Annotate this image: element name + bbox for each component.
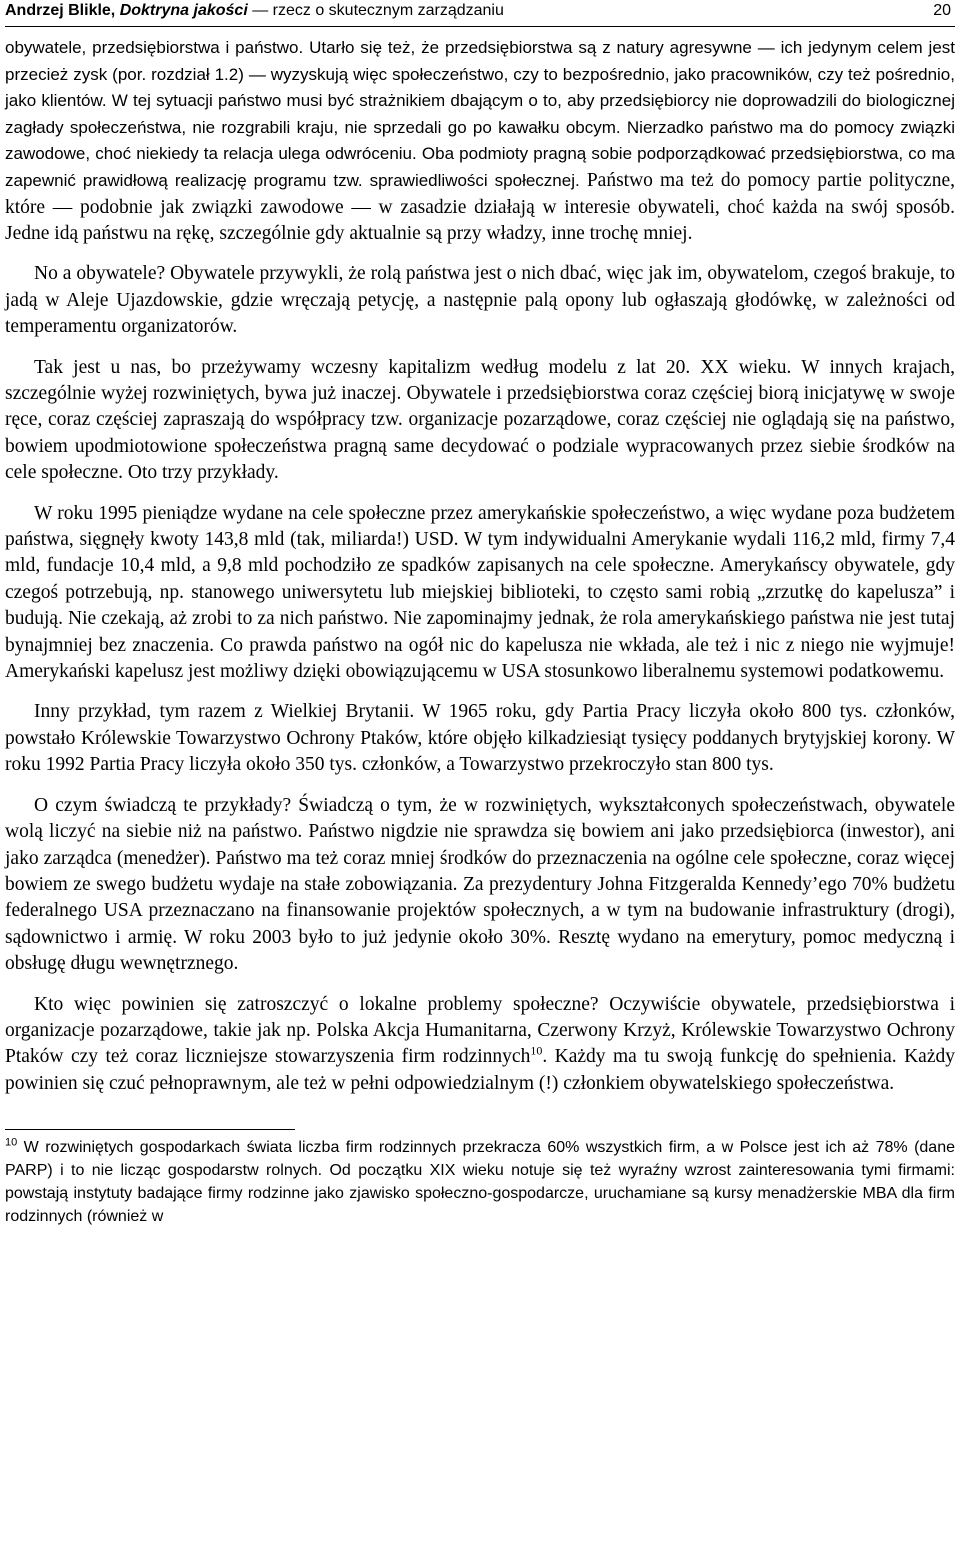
footnote-text: W rozwiniętych gospodarkach świata liczba firm rodzinnych przekracza 60% wszystkich firm, a w Polsce jest ich aż 78% (dane PARP) i to nie licząc gospodarstw rolnych. Od początku XIX wieku notuje się też wyraźny wzrost zainteresowania tymi firmami: powstają instytuty badające firmy rodzinne jako zjawisko społeczno-gospodarcze, uruchamiane są kursy menadżerskie MBA dla firm rodzinnych (również w	[5, 1139, 955, 1226]
paragraph-1-part-a: obywatele, przedsiębiorstwa i państwo. Utarło się też, że przedsiębiorstwa są z natury agresywne — ich jedynym celem jest przecież zysk (por. rozdział 1.2) — wyzyskują więc społeczeństwo, czy to bezpośrednio, jako pracowników, czy też pośrednio, jako klientów. W tej sytuacji państwo musi być strażnikiem dbającym o to, aby przedsiębiorcy nie doprowadzili do biologicznej zagłady społeczeństwa, nie rozgrabili kraju, nie sprzedali go po kawałku obcym. Nierzadko państwo ma do pomocy związki zawodowe, choć niekiedy ta relacja ulega odwróceniu. Oba podmioty pragną sobie podporządkować przedsiębiorstwa, co ma zapewnić prawidłową realizację programu tzw. sprawiedliwości społecznej.	[5, 38, 955, 190]
paragraph-5: Inny przykład, tym razem z Wielkiej Brytanii. W 1965 roku, gdy Partia Pracy liczyła około 800 tys. członków, powstało Królewskie Towarzystwo Ochrony Ptaków, które objęło kilkadziesiąt tysięcy poddanych brytyjskiej korony. W roku 1992 Partia Pracy liczyła około 350 tys. członków, a Towarzystwo przekroczyło stan 800 tys.	[5, 701, 955, 776]
footnote-marker: 10	[5, 1136, 18, 1149]
footnote-reference[interactable]: 10	[530, 1043, 543, 1058]
paragraph-7-part-b: . Każdy ma tu swoją funkcję do spełnienia. Każdy powinien się czuć pełnoprawnym, ale też w pełni odpowiedzialnym (!) członkiem obywatelskiego społeczeństwa.	[5, 1046, 955, 1094]
header-subtitle: — rzecz o skutecznym zarządzaniu	[247, 2, 504, 19]
paragraph-7-part-a: Kto więc powinien się zatroszczyć o lokalne problemy społeczne? Oczywiście obywatele, przedsiębiorstwa i organizacje pozarządowe, takie jak np. Polska Akcja Humanitarna, Czerwony Krzyż, Królewskie Towarzystwo Ochrony Ptaków czy też coraz liczniejsze stowarzyszenia firm rodzinnych	[5, 993, 955, 1068]
document-page	[5, 0, 955, 1228]
paragraph-6: O czym świadczą te przykłady? Świadczą o tym, że w rozwiniętych, wykształconych społeczeństwach, obywatele wolą liczyć na siebie niż na państwo. Państwo nigdzie nie sprawdza się bowiem ani jako przedsiębiorca (inwestor), ani jako zarządca (menedżer). Państwo ma też coraz mniej środków do przeznaczenia na ogólne cele społeczne, coraz więcej bowiem ze swego budżetu wydaje na stałe zobowiązania. Za prezydentury Johna Fitzgeralda Kennedy’ego 70% budżetu federalnego USA przeznaczano na finansowanie projektów społecznych, a w tym na budowanie infrastruktury (drogi), sądownictwo i armię. W roku 2003 było to już jedynie około 30%. Resztę wydano na emerytury, pomoc medyczną i obsługę długu wewnętrznego.	[5, 794, 955, 975]
body-text	[5, 35, 955, 1097]
paragraph-1-part-b: Państwo ma też do pomocy partie polityczne, które — podobnie jak związki zawodowe — w zasadzie działają w interesie obywateli, choć każda na swój sposób. Jedne idą państwu na rękę, szczególnie gdy aktualnie są przy władzy, inne trochę mniej.	[5, 169, 955, 244]
paragraph-7	[5, 992, 955, 1098]
paragraph-3: Tak jest u nas, bo przeżywamy wczesny kapitalizm według modelu z lat 20. XX wieku. W innych krajach, szczególnie wyżej rozwiniętych, bywa już inaczej. Obywatele i przedsiębiorstwa coraz częściej biorą inicjatywę w swoje ręce, coraz częściej zapraszają do współpracy tzw. organizacje pozarządowe, coraz częściej nie oglądają się na państwo, bowiem upodmiotowione społeczeństwa pragną same decydować o podziale wypracowanych przez siebie środków na cele społeczne. Oto trzy przykłady.	[5, 356, 955, 484]
paragraph-2: No a obywatele? Obywatele przywykli, że rolą państwa jest o nich dbać, więc jak im, obywatelom, czegoś brakuje, to jadą w Aleje Ujazdowskie, gdzie wręczają petycję, a następnie palą opony lub ogłaszają głodówkę, w zależności od temperamentu organizatorów.	[5, 263, 955, 338]
header-citation	[5, 0, 504, 22]
footnote-divider	[5, 1129, 295, 1130]
page-number: 20	[933, 2, 951, 19]
running-header	[5, 0, 955, 27]
header-title: Doktryna jakości	[119, 2, 248, 19]
header-author: Andrzej Blikle,	[5, 2, 120, 19]
paragraph-4: W roku 1995 pieniądze wydane na cele społeczne przez amerykańskie społeczeństwo, a więc wydane poza budżetem państwa, sięgnęły kwoty 143,8 mld (tak, miliarda!) USD. W tym indywidualni Amerykanie wydali 116,2 mld, firmy 7,4 mld, fundacje 10,4 mld, a 9,8 mld pochodziło ze spadków zapisanych na cele społeczne. Amerykańscy obywatele, gdy czegoś potrzebują, np. stanowego uniwersytetu lub miejskiej biblioteki, to często sami robią „zrzutkę do kapelusza” i budują. Nie czekają, aż zrobi to za nich państwo. Nie zapominajmy jednak, że rola amerykańskiego państwa nie jest tutaj bynajmniej bez znaczenia. Co prawda państwo na ogół nic do kapelusza nie wkłada, ale też i nic z niego nie wyjmuje! Amerykański kapelusz jest możliwy dzięki obowiązującemu w USA stosunkowo liberalnemu systemowi podatkowemu.	[5, 502, 955, 683]
footnote	[5, 1136, 955, 1228]
paragraph-1	[5, 35, 955, 247]
